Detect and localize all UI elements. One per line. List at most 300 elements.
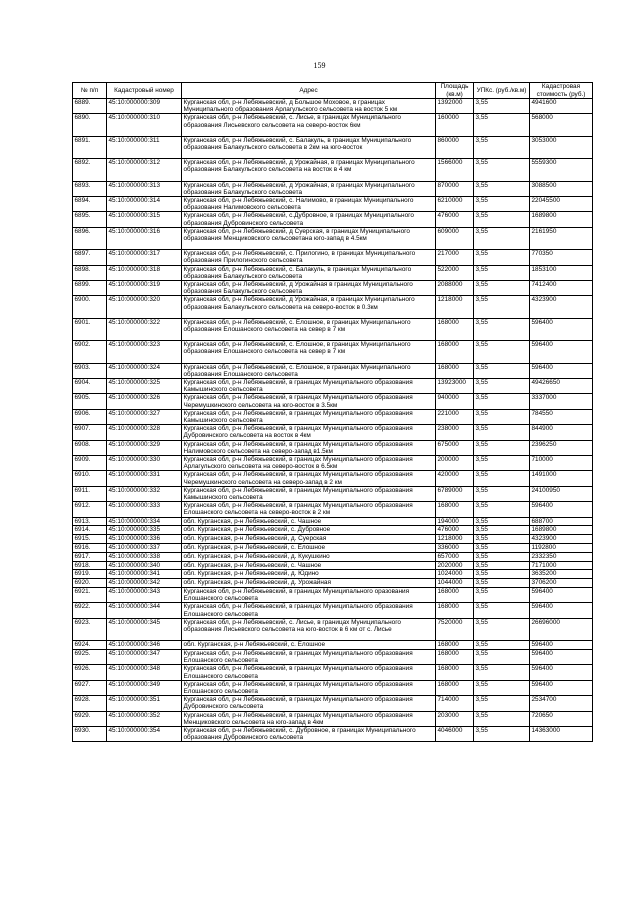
upks-cell: 3,55 [474,363,530,378]
row-num-cell: 6891. [73,136,107,158]
cadastral-value-cell: 3706200 [530,579,593,588]
area-cell: 714000 [436,696,474,711]
row-num-cell: 6927. [73,680,107,695]
area-cell: 168000 [436,341,474,363]
cadastral-number-cell: 45:10:000000:349 [107,680,182,695]
address-cell: Курганская обл, р-н Лебяжьевский, с. Балакуль, в границах Муниципального образования Балакульского сельсовета [182,265,436,280]
area-cell: 168000 [436,588,474,603]
cadastral-number-cell: 45:10:000000:310 [107,114,182,136]
table-row [73,425,593,440]
address-cell: Курганская обл, р-н Лебяжьевский, с. Елошное, в границах Муниципального образования Елошанского сельсовета на север в 7 км [182,341,436,363]
address-cell: Курганская обл, р-н Лебяжьевский, д Урожайная, в границах Муниципального образования Балакульского сельсовета [182,181,436,196]
address-cell: обл. Курганская, р-н Лебяжьевский, с. Елошное [182,544,436,553]
row-num-cell: 6904. [73,378,107,393]
table-row [73,471,593,486]
cadastral-number-cell: 45:10:000000:329 [107,440,182,455]
area-cell: 217000 [436,250,474,265]
table-row [73,517,593,526]
cadastral-value-cell: 568000 [530,114,593,136]
area-cell: 6210000 [436,196,474,211]
upks-cell: 3,55 [474,296,530,318]
cadastral-value-cell: 844900 [530,425,593,440]
cadastral-value-cell: 596400 [530,641,593,650]
address-cell: Курганская обл, р-н Лебяжьевский, в границах Муниципального образования Дубровинского сельсовета [182,696,436,711]
table-row [73,227,593,249]
upks-cell: 3,55 [474,425,530,440]
row-num-cell: 6900. [73,296,107,318]
table-row [73,696,593,711]
cadastral-number-cell: 45:10:000000:331 [107,471,182,486]
header-upks: УПКс. (руб./кв.м) [474,83,530,99]
row-num-cell: 6923. [73,618,107,640]
row-num-cell: 6919. [73,570,107,579]
cadastral-value-cell: 596400 [530,650,593,665]
address-cell: Курганская обл, р-н Лебяжьевский, в границах Муниципального образования Черемушкинского сельсовета на северо-запад в 2 км [182,471,436,486]
area-cell: 6789000 [436,486,474,501]
row-num-cell: 6913. [73,517,107,526]
upks-cell: 3,55 [474,579,530,588]
address-cell: обл. Курганская, р-н Лебяжьевский, д. Суерская [182,535,436,544]
cadastral-number-cell: 45:10:000000:348 [107,665,182,680]
table-row [73,486,593,501]
address-cell: обл. Курганская, р-н Лебяжьевский, д. Юдино [182,570,436,579]
address-cell: Курганская обл, р-н Лебяжьевский, в границах Муниципального образования Елошанского сельсовета на северо-восток в 2 км [182,502,436,517]
cadastral-value-cell: 24100950 [530,486,593,501]
upks-cell: 3,55 [474,212,530,227]
table-row [73,212,593,227]
cadastral-number-cell: 45:10:000000:342 [107,579,182,588]
table-row [73,456,593,471]
upks-cell: 3,55 [474,265,530,280]
address-cell: Курганская обл, р-н Лебяжьевский, в границах Муниципального образования Елошанского сельсовета [182,650,436,665]
table-row [73,727,593,742]
cadastral-number-cell: 45:10:000000:351 [107,696,182,711]
table-row [73,561,593,570]
address-cell: Курганская обл, р-н Лебяжьевский, в границах Муниципального образования Менщиковского сельсовета на юго-запад в 4км [182,711,436,726]
cadastral-number-cell: 45:10:000000:344 [107,603,182,618]
cadastral-value-cell: 3337000 [530,394,593,409]
upks-cell: 3,55 [474,517,530,526]
upks-cell: 3,55 [474,727,530,742]
address-cell: Курганская обл, р-н Лебяжьевский, с. Налимово, в границах Муниципального образования Налимовского сельсовета [182,196,436,211]
cadastral-value-cell: 3635200 [530,570,593,579]
row-num-cell: 6905. [73,394,107,409]
table-header-row [73,83,593,99]
address-cell: Курганская обл, р-н Лебяжьевский, д Урожайная, в границах Муниципального образования Балакульского сельсовета на северо-восток в 0.3км [182,296,436,318]
address-cell: Курганская обл, р-н Лебяжьевский, д Большое Моховое, в границах Муниципального образования Арлагульского сельсовета на восток 5 км [182,99,436,114]
address-cell: Курганская обл, р-н Лебяжьевский, д Суерская, в границах Муниципального образования Менщиковского сельсоветана юго-запад в 4.5км [182,227,436,249]
area-cell: 203000 [436,711,474,726]
address-cell: обл. Курганская, р-н Лебяжьевский, с. Чашное [182,561,436,570]
cadastral-value-cell: 596400 [530,363,593,378]
table-row [73,544,593,553]
upks-cell: 3,55 [474,456,530,471]
table-row [73,363,593,378]
table-row [73,535,593,544]
cadastral-value-cell: 1689800 [530,212,593,227]
cadastral-number-cell: 45:10:000000:313 [107,181,182,196]
table-row [73,196,593,211]
cadastral-value-cell: 688700 [530,517,593,526]
address-cell: Курганская обл, р-н Лебяжьевский, д Урожайная в границах Муниципального образования Балакульского сельсовета [182,281,436,296]
table-row [73,114,593,136]
row-num-cell: 6902. [73,341,107,363]
area-cell: 940000 [436,394,474,409]
cadastral-value-cell: 770350 [530,250,593,265]
cadastral-value-cell: 596400 [530,318,593,340]
table-row [73,440,593,455]
cadastral-number-cell: 45:10:000000:314 [107,196,182,211]
cadastral-value-cell: 1853100 [530,265,593,280]
row-num-cell: 6912. [73,502,107,517]
address-cell: Курганская обл, р-н Лебяжьевский, с. Балакуль, в границах Муниципального образования Балакульского сельсовета в 2км на юго-восток [182,136,436,158]
area-cell: 168000 [436,603,474,618]
upks-cell: 3,55 [474,618,530,640]
upks-cell: 3,55 [474,526,530,535]
header-area: Площадь (кв.м) [436,83,474,99]
cadastral-value-cell: 1689800 [530,526,593,535]
area-cell: 657000 [436,552,474,561]
area-cell: 168000 [436,641,474,650]
cadastral-value-cell: 596400 [530,502,593,517]
cadastral-number-cell: 45:10:000000:354 [107,727,182,742]
area-cell: 675000 [436,440,474,455]
cadastral-value-cell: 4941600 [530,99,593,114]
table-row [73,570,593,579]
upks-cell: 3,55 [474,711,530,726]
address-cell: Курганская обл, р-н Лебяжьевский, с. Лисье, в границах Муниципального образования Лисьевского сельсовета на северо-восток 6км [182,114,436,136]
cadastral-number-cell: 45:10:000000:323 [107,341,182,363]
cadastral-value-cell: 7412400 [530,281,593,296]
cadastral-value-cell: 2534700 [530,696,593,711]
cadastral-value-cell: 22045500 [530,196,593,211]
row-num-cell: 6916. [73,544,107,553]
cadastral-number-cell: 45:10:000000:330 [107,456,182,471]
row-num-cell: 6910. [73,471,107,486]
row-num-cell: 6909. [73,456,107,471]
table-row [73,502,593,517]
upks-cell: 3,55 [474,650,530,665]
area-cell: 168000 [436,363,474,378]
header-num: № п/п [73,83,107,99]
area-cell: 336000 [436,544,474,553]
cadastral-number-cell: 45:10:000000:345 [107,618,182,640]
row-num-cell: 6893. [73,181,107,196]
row-num-cell: 6894. [73,196,107,211]
row-num-cell: 6892. [73,159,107,181]
row-num-cell: 6914. [73,526,107,535]
address-cell: Курганская обл, р-н Лебяжьевский, с. Елошное, в границах Муниципального образования Елошанского сельсовета [182,363,436,378]
address-cell: Курганская обл, р-н Лебяжьевский, в границах Муниципального образования Налимовского сельсовета на северо-запад в1.5км [182,440,436,455]
cadastral-number-cell: 45:10:000000:318 [107,265,182,280]
address-cell: Курганская обл, р-н Лебяжьевский, с.Дубровное, в границах Муниципального образования Дубровинского сельсовета [182,212,436,227]
address-cell: Курганская обл, р-н Лебяжьевский, в границах Муниципального образования Дубровинского сельсовета на восток в 4км [182,425,436,440]
area-cell: 1044000 [436,579,474,588]
upks-cell: 3,55 [474,696,530,711]
table-row [73,552,593,561]
row-num-cell: 6928. [73,696,107,711]
area-cell: 13923000 [436,378,474,393]
table-row [73,409,593,424]
cadastral-number-cell: 45:10:000000:336 [107,535,182,544]
row-num-cell: 6918. [73,561,107,570]
row-num-cell: 6898. [73,265,107,280]
table-row [73,526,593,535]
row-num-cell: 6915. [73,535,107,544]
upks-cell: 3,55 [474,486,530,501]
cadastral-number-cell: 45:10:000000:337 [107,544,182,553]
address-cell: обл. Курганская, р-н Лебяжьевский, д. Кукушкино [182,552,436,561]
area-cell: 860000 [436,136,474,158]
cadastral-number-cell: 45:10:000000:332 [107,486,182,501]
upks-cell: 3,55 [474,603,530,618]
cadastral-number-cell: 45:10:000000:324 [107,363,182,378]
upks-cell: 3,55 [474,665,530,680]
area-cell: 609000 [436,227,474,249]
cadastral-value-cell: 596400 [530,603,593,618]
address-cell: Курганская обл, р-н Лебяжьевский, с. Елошное, в границах Муниципального образования Елошанского сельсовета на север в 7 км [182,318,436,340]
upks-cell: 3,55 [474,181,530,196]
address-cell: Курганская обл, р-н Лебяжьевский, в границах Муниципального образования Арлагульского сельсовета на северо-восток в 6.5км [182,456,436,471]
address-cell: Курганская обл, р-н Лебяжьевский, в границах Муниципального образования Елошанского сельсовета [182,680,436,695]
table-row [73,641,593,650]
cadastral-value-cell: 1192800 [530,544,593,553]
row-num-cell: 6907. [73,425,107,440]
cadastral-number-cell: 45:10:000000:326 [107,394,182,409]
upks-cell: 3,55 [474,570,530,579]
row-num-cell: 6925. [73,650,107,665]
cadastral-number-cell: 45:10:000000:317 [107,250,182,265]
cadastral-number-cell: 45:10:000000:343 [107,588,182,603]
cadastral-number-cell: 45:10:000000:320 [107,296,182,318]
upks-cell: 3,55 [474,281,530,296]
upks-cell: 3,55 [474,378,530,393]
cadastral-number-cell: 45:10:000000:328 [107,425,182,440]
upks-cell: 3,55 [474,196,530,211]
address-cell: Курганская обл, р-н Лебяжьевский, в границах Муниципального образования Елошанского сельсовета [182,603,436,618]
cadastral-value-cell: 1491000 [530,471,593,486]
upks-cell: 3,55 [474,552,530,561]
cadastral-value-cell: 3088500 [530,181,593,196]
cadastral-value-cell: 4323900 [530,296,593,318]
table-row [73,680,593,695]
cadastral-number-cell: 45:10:000000:341 [107,570,182,579]
area-cell: 1218000 [436,296,474,318]
row-num-cell: 6911. [73,486,107,501]
area-cell: 168000 [436,680,474,695]
table-row [73,250,593,265]
area-cell: 238000 [436,425,474,440]
area-cell: 1392000 [436,99,474,114]
upks-cell: 3,55 [474,99,530,114]
upks-cell: 3,55 [474,394,530,409]
table-row [73,136,593,158]
row-num-cell: 6896. [73,227,107,249]
row-num-cell: 6899. [73,281,107,296]
cadastral-number-cell: 45:10:000000:335 [107,526,182,535]
cadastral-value-cell: 5559300 [530,159,593,181]
cadastral-value-cell: 710000 [530,456,593,471]
page-number: 159 [313,61,326,70]
cadastral-number-cell: 45:10:000000:325 [107,378,182,393]
upks-cell: 3,55 [474,641,530,650]
area-cell: 160000 [436,114,474,136]
cadastral-value-cell: 7171000 [530,561,593,570]
cadastral-value-cell: 49426650 [530,378,593,393]
table-row [73,650,593,665]
cadastral-value-cell: 2332350 [530,552,593,561]
area-cell: 522000 [436,265,474,280]
row-num-cell: 6929. [73,711,107,726]
table-row [73,378,593,393]
table-row [73,265,593,280]
table-row [73,711,593,726]
upks-cell: 3,55 [474,341,530,363]
cadastral-number-cell: 45:10:000000:334 [107,517,182,526]
row-num-cell: 6890. [73,114,107,136]
cadastral-number-cell: 45:10:000000:347 [107,650,182,665]
table-row [73,159,593,181]
area-cell: 870000 [436,181,474,196]
row-num-cell: 6901. [73,318,107,340]
address-cell: Курганская обл, р-н Лебяжьевский, в границах Муниципального образования Камышинского сельсовета [182,409,436,424]
upks-cell: 3,55 [474,440,530,455]
area-cell: 420000 [436,471,474,486]
cadastral-number-cell: 45:10:000000:309 [107,99,182,114]
upks-cell: 3,55 [474,227,530,249]
address-cell: обл. Курганская, р-н Лебяжьевский, с. Дубровное [182,526,436,535]
cadastral-table [72,82,593,742]
table-row [73,296,593,318]
address-cell: Курганская обл, р-н Лебяжьевский, в границах Муниципального оразования Елошанского сельсовета [182,588,436,603]
row-num-cell: 6922. [73,603,107,618]
upks-cell: 3,55 [474,535,530,544]
row-num-cell: 6906. [73,409,107,424]
table-row [73,618,593,640]
upks-cell: 3,55 [474,561,530,570]
cadastral-value-cell: 2396250 [530,440,593,455]
area-cell: 221000 [436,409,474,424]
cadastral-number-cell: 45:10:000000:352 [107,711,182,726]
upks-cell: 3,55 [474,250,530,265]
cadastral-number-cell: 45:10:000000:346 [107,641,182,650]
area-cell: 1566000 [436,159,474,181]
row-num-cell: 6895. [73,212,107,227]
cadastral-number-cell: 45:10:000000:327 [107,409,182,424]
cadastral-number-cell: 45:10:000000:316 [107,227,182,249]
address-cell: обл. Курганская, р-н Лебяжьевский, с. Чашное [182,517,436,526]
row-num-cell: 6921. [73,588,107,603]
header-address: Адрес [182,83,436,99]
area-cell: 476000 [436,212,474,227]
row-num-cell: 6889. [73,99,107,114]
cadastral-number-cell: 45:10:000000:311 [107,136,182,158]
upks-cell: 3,55 [474,544,530,553]
address-cell: Курганская обл, р-н Лебяжьевский, с. Лисье, в границах Муниципального образования Лисьевского сельсовета на юго-восток в 6 км от с. Лисье [182,618,436,640]
cadastral-value-cell: 720650 [530,711,593,726]
area-cell: 200000 [436,456,474,471]
address-cell: обл. Курганская, р-н Лебяжьевский, с. Елошное [182,641,436,650]
upks-cell: 3,55 [474,409,530,424]
row-num-cell: 6924. [73,641,107,650]
cadastral-value-cell: 784550 [530,409,593,424]
table-row [73,281,593,296]
area-cell: 194000 [436,517,474,526]
area-cell: 4046000 [436,727,474,742]
address-cell: Курганская обл, р-н Лебяжьевский, в границах Муниципального образования Черемушкинского сельсовета на юго-восток в 3.5км [182,394,436,409]
table-row [73,181,593,196]
table-row [73,341,593,363]
cadastral-value-cell: 14363000 [530,727,593,742]
upks-cell: 3,55 [474,159,530,181]
upks-cell: 3,55 [474,318,530,340]
cadastral-value-cell: 2161950 [530,227,593,249]
table-row [73,394,593,409]
row-num-cell: 6908. [73,440,107,455]
row-num-cell: 6903. [73,363,107,378]
table-row [73,665,593,680]
header-cadastral: Кадастровый номер [107,83,182,99]
upks-cell: 3,55 [474,680,530,695]
upks-cell: 3,55 [474,502,530,517]
cadastral-value-cell: 596400 [530,665,593,680]
cadastral-number-cell: 45:10:000000:333 [107,502,182,517]
table-row [73,603,593,618]
row-num-cell: 6920. [73,579,107,588]
cadastral-number-cell: 45:10:000000:315 [107,212,182,227]
row-num-cell: 6897. [73,250,107,265]
header-value: Кадастровая стоимость (руб.) [530,83,593,99]
address-cell: Курганская обл, р-н Лебяжьевский, в границах Муниципального образования Камышинского сельсовета [182,486,436,501]
area-cell: 168000 [436,502,474,517]
upks-cell: 3,55 [474,114,530,136]
address-cell: Курганская обл, р-н Лебяжьевский, в границах Муниципального образования Елошанского сельсовета [182,665,436,680]
cadastral-value-cell: 596400 [530,341,593,363]
cadastral-value-cell: 596400 [530,588,593,603]
area-cell: 168000 [436,665,474,680]
table-row [73,99,593,114]
area-cell: 1024000 [436,570,474,579]
cadastral-number-cell: 45:10:000000:338 [107,552,182,561]
upks-cell: 3,55 [474,471,530,486]
area-cell: 476000 [436,526,474,535]
area-cell: 7520000 [436,618,474,640]
cadastral-value-cell: 3053000 [530,136,593,158]
table-row [73,579,593,588]
cadastral-number-cell: 45:10:000000:340 [107,561,182,570]
address-cell: обл. Курганская, р-н Лебяжьевский, д. Урожайная [182,579,436,588]
cadastral-number-cell: 45:10:000000:322 [107,318,182,340]
cadastral-number-cell: 45:10:000000:319 [107,281,182,296]
area-cell: 1218000 [436,535,474,544]
table-row [73,588,593,603]
address-cell: Курганская обл, р-н Лебяжьевский, в границах Муниципального образования Камышинского сельсовета [182,378,436,393]
address-cell: Курганская обл, р-н Лебяжьевский, д Урожайная, в границах Муниципального образования Балакульского сельсовета на восток в 4 км [182,159,436,181]
cadastral-value-cell: 596400 [530,680,593,695]
row-num-cell: 6930. [73,727,107,742]
cadastral-number-cell: 45:10:000000:312 [107,159,182,181]
table-row [73,318,593,340]
area-cell: 168000 [436,650,474,665]
area-cell: 2088000 [436,281,474,296]
area-cell: 168000 [436,318,474,340]
upks-cell: 3,55 [474,588,530,603]
area-cell: 2020000 [436,561,474,570]
row-num-cell: 6926. [73,665,107,680]
address-cell: Курганская обл, р-н Лебяжьевский, с. Дубровное, в границах Муниципального образования Дубровинского сельсовета [182,727,436,742]
cadastral-value-cell: 4323900 [530,535,593,544]
upks-cell: 3,55 [474,136,530,158]
